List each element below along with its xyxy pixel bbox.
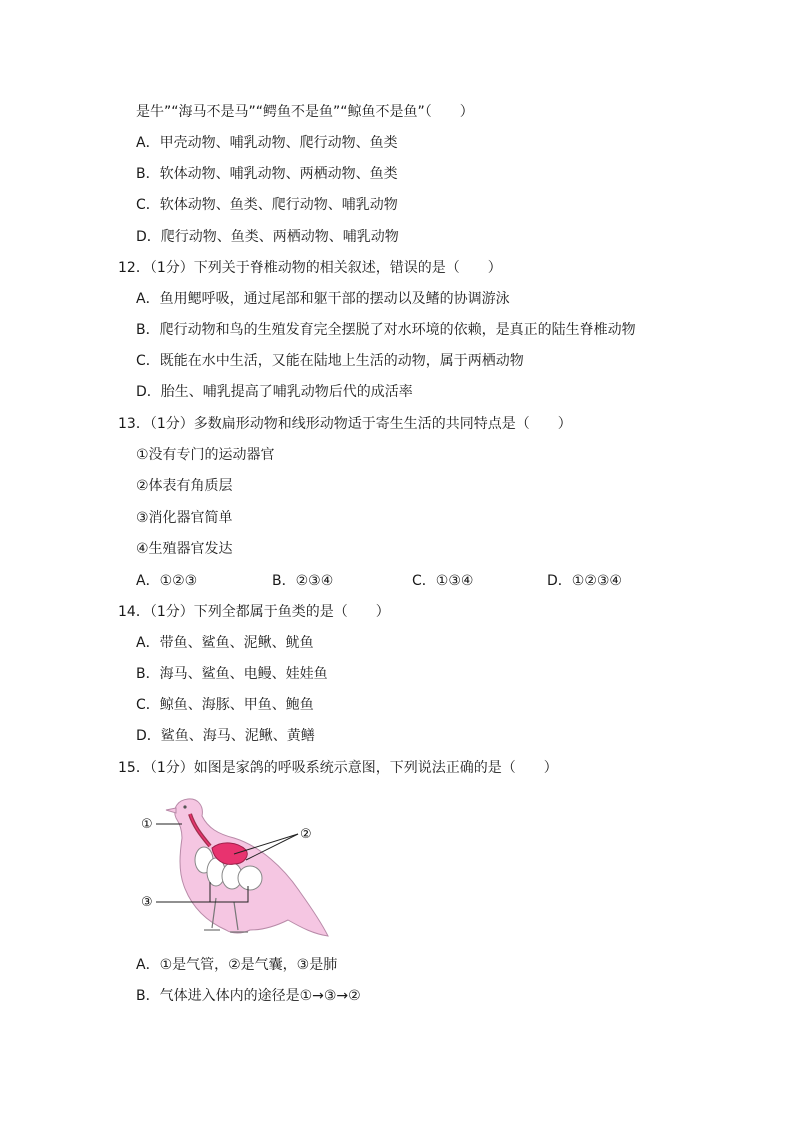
q13-statement-3: ③消化器官简单 [136, 510, 233, 526]
q15-stem: 15．（1分）如图是家鸽的呼吸系统示意图，下列说法正确的是（ ） [118, 760, 558, 776]
q15-option-a: A．①是气管，②是气囊，③是肺 [136, 957, 338, 973]
pigeon-respiratory-diagram [138, 790, 338, 940]
q12-option-b: B．爬行动物和鸟的生殖发育完全摆脱了对水环境的依赖，是真正的陆生脊椎动物 [136, 322, 636, 338]
q15-option-b: B．气体进入体内的途径是①→③→② [136, 988, 361, 1004]
q11-option-b: B．软体动物、哺乳动物、两栖动物、鱼类 [136, 166, 398, 182]
q14-option-b: B．海马、鲨鱼、电鳗、娃娃鱼 [136, 666, 328, 682]
q13-statement-1: ①没有专门的运动器官 [136, 447, 275, 463]
q11-option-a: A．甲壳动物、哺乳动物、爬行动物、鱼类 [136, 135, 398, 151]
q11-stem-tail: 是牛”“海马不是马”“鳄鱼不是鱼”“鲸鱼不是鱼”（ ） [136, 104, 474, 120]
q14-option-a: A．带鱼、鲨鱼、泥鳅、鱿鱼 [136, 635, 314, 651]
q12-option-c: C．既能在水中生活，又能在陆地上生活的动物，属于两栖动物 [136, 353, 524, 369]
q13-choice-c: C．①③④ [412, 573, 474, 589]
q13-choice-b: B．②③④ [272, 573, 334, 589]
q12-stem: 12．（1分）下列关于脊椎动物的相关叙述，错误的是（ ） [118, 260, 502, 276]
q13-statement-4: ④生殖器官发达 [136, 541, 233, 557]
pigeon-eye [183, 805, 186, 808]
q12-option-d: D．胎生、哺乳提高了哺乳动物后代的成活率 [136, 384, 413, 400]
q13-choice-a: A．①②③ [136, 573, 198, 589]
q11-option-d: D．爬行动物、鱼类、两栖动物、哺乳动物 [136, 229, 399, 245]
q13-choice-d: D．①②③④ [547, 573, 622, 589]
q14-option-d: D．鲨鱼、海马、泥鳅、黄鳝 [136, 728, 315, 744]
pigeon-beak [166, 808, 176, 813]
figure-label-1: ① [141, 817, 153, 832]
figure-label-2: ② [300, 827, 312, 842]
q12-option-a: A．鱼用鳃呼吸，通过尾部和躯干部的摆动以及鳍的协调游泳 [136, 291, 510, 307]
q13-stem: 13．（1分）多数扁形动物和线形动物适于寄生生活的共同特点是（ ） [118, 416, 572, 432]
q11-option-c: C．软体动物、鱼类、爬行动物、哺乳动物 [136, 197, 398, 213]
q13-statement-2: ②体表有角质层 [136, 478, 233, 494]
pigeon-svg [138, 790, 338, 940]
q13-choices [136, 572, 656, 590]
figure-label-3: ③ [141, 895, 153, 910]
air-sac-4 [238, 866, 262, 890]
q14-option-c: C．鲸鱼、海豚、甲鱼、鲍鱼 [136, 697, 314, 713]
q14-stem: 14．（1分）下列全都属于鱼类的是（ ） [118, 604, 390, 620]
